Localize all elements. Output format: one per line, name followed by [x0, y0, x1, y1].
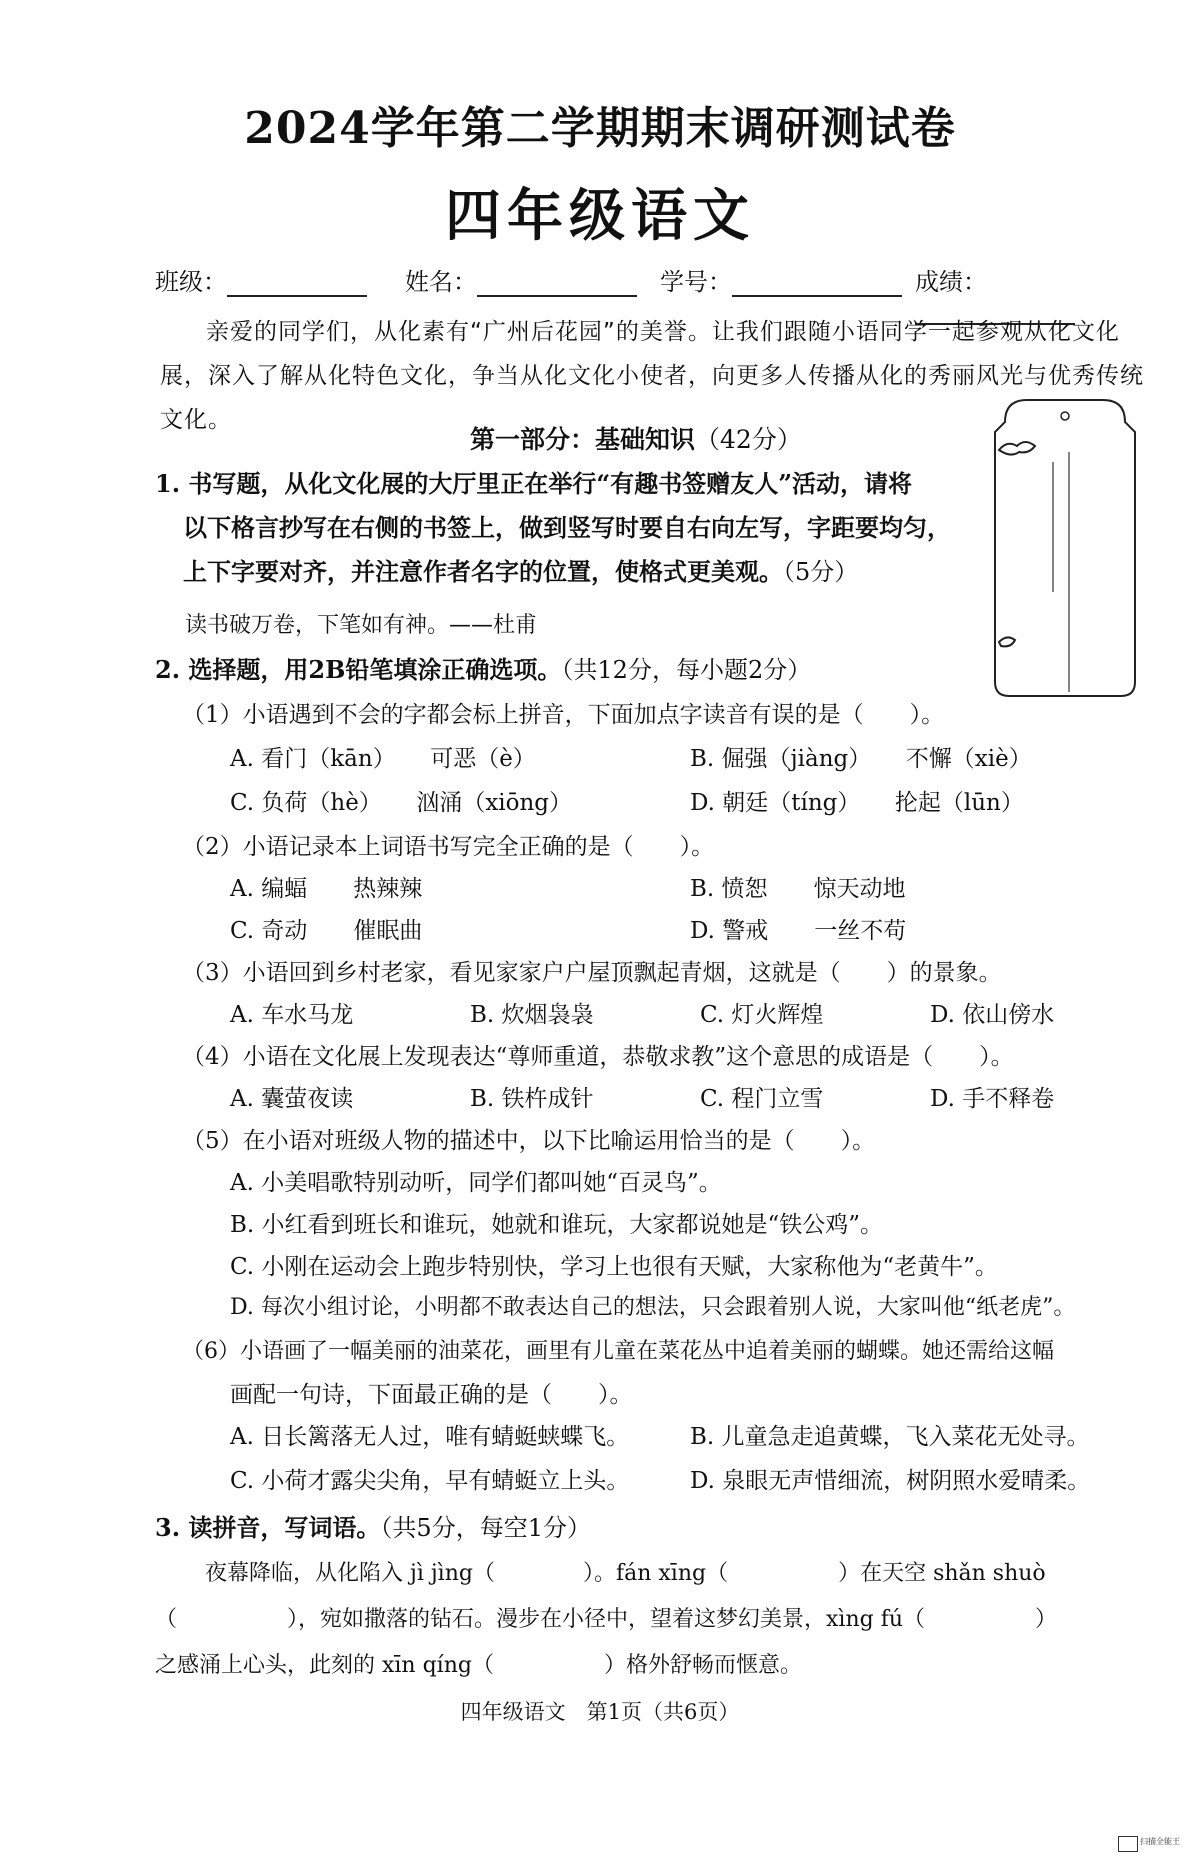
name-label: 姓名： — [405, 268, 477, 296]
intro-paragraph: 亲爱的同学们，从化素有“广州后花园”的美誉。让我们跟随小语同学一起参观从化文化展，深入了解从化特色文化，争当从化文化小使者，向更多人传播从化的秀丽风光与优秀传统文化。 — [160, 319, 1144, 433]
q2-sub5-option-d[interactable]: D. 每次小组讨论，小明都不敢表达自己的想法，只会跟着别人说，大家叫他“纸老虎”。 — [230, 1295, 1076, 1320]
q2-sub4-option-c[interactable]: C. 程门立雪 — [700, 1086, 824, 1112]
q2-sub6-stem-line2: 画配一句诗，下面最正确的是（ ）。 — [230, 1382, 633, 1408]
scanner-qr-icon — [1118, 1836, 1138, 1852]
subject-title: 四年级语文 — [445, 183, 755, 249]
question-2-heading — [155, 650, 811, 685]
q2-sub5-option-c[interactable]: C. 小刚在运动会上跑步特别快，学习上也很有天赋，大家称他为“老黄牛”。 — [230, 1254, 998, 1280]
score-label: 成绩： — [915, 268, 987, 296]
question-3-heading — [155, 1508, 591, 1543]
q3-points: （共5分，每空1分） — [380, 1514, 591, 1542]
q2-sub2-option-d[interactable]: D. 警戒 一丝不苟 — [690, 918, 907, 944]
q1-line3: 上下字要对齐，并注意作者名字的位置，使格式更美观。 — [183, 557, 783, 586]
q2-sub6-option-c[interactable]: C. 小荷才露尖尖角，早有蜻蜓立上头。 — [230, 1468, 630, 1494]
part1-title: 第一部分：基础知识 — [470, 425, 696, 454]
q2-sub6-option-b[interactable]: B. 儿童急走追黄蝶，飞入菜花无处寻。 — [690, 1424, 1090, 1450]
q2-sub5-option-b[interactable]: B. 小红看到班长和谁玩，她就和谁玩，大家都说她是“铁公鸡”。 — [230, 1212, 884, 1238]
q3-line2: （ ），宛如撒落的钻石。漫步在小径中，望着这梦幻美景，xìng fú（ ） — [155, 1607, 1058, 1632]
q2-sub4-stem: （4）小语在文化展上发现表达“尊师重道，恭敬求教”这个意思的成语是（ ）。 — [182, 1044, 1014, 1070]
exam-title: 2024学年第二学期期末调研测试卷 — [244, 103, 956, 154]
id-blank[interactable] — [732, 273, 902, 297]
q2-sub2-option-b[interactable]: B. 愤恕 惊天动地 — [690, 876, 906, 902]
q2-sub5-option-a[interactable]: A. 小美唱歌特别动听，同学们都叫她“百灵鸟”。 — [230, 1170, 722, 1196]
q2-sub4-option-b[interactable]: B. 铁杵成针 — [470, 1086, 594, 1112]
q2-points: （共12分，每小题2分） — [561, 656, 812, 684]
q2-sub3-option-c[interactable]: C. 灯火辉煌 — [700, 1002, 824, 1028]
class-blank[interactable] — [227, 273, 367, 297]
q2-sub2-option-a[interactable]: A. 编蝠 热辣辣 — [230, 876, 423, 902]
student-info-row — [155, 262, 1145, 296]
q2-sub2-stem: （2）小语记录本上词语书写完全正确的是（ ）。 — [182, 834, 715, 860]
q2-sub6-option-d[interactable]: D. 泉眼无声惜细流，树阴照水爱晴柔。 — [690, 1468, 1091, 1494]
q2-sub5-stem: （5）在小语对班级人物的描述中，以下比喻运用恰当的是（ ）。 — [182, 1128, 876, 1154]
q1-quote: 读书破万卷，下笔如有神。——杜甫 — [185, 613, 538, 638]
bookmark-drawing[interactable] — [985, 392, 1145, 702]
q2-sub6-option-a[interactable]: A. 日长篱落无人过，唯有蜻蜓蛱蝶飞。 — [230, 1424, 630, 1450]
q3-head-text: 3. 读拼音，写词语。 — [155, 1513, 381, 1542]
q1-points: （5分） — [783, 558, 859, 586]
q2-head-text: 2. 选择题，用2B铅笔填涂正确选项。 — [155, 655, 562, 684]
q2-sub1-option-b[interactable]: B. 倔强（jiàng） 不懈（xiè） — [690, 746, 1032, 772]
q2-sub3-option-a[interactable]: A. 车水马龙 — [230, 1002, 354, 1028]
part1-heading — [470, 420, 802, 456]
q2-sub1-option-c[interactable]: C. 负荷（hè） 汹涌（xiōng） — [230, 790, 573, 816]
q2-sub3-option-b[interactable]: B. 炊烟袅袅 — [470, 1002, 594, 1028]
q3-line3: 之感涌上心头，此刻的 xīn qíng（ ）格外舒畅而惬意。 — [155, 1653, 802, 1678]
q2-sub1-option-a[interactable]: A. 看门（kān） 可恶（è） — [230, 746, 536, 772]
name-field[interactable] — [405, 262, 637, 297]
name-blank[interactable] — [477, 273, 637, 297]
q3-line1: 夜幕降临，从化陷入 jì jìng（ ）。fán xīng（ ）在天空 shǎn shuò — [205, 1561, 1046, 1586]
id-label: 学号： — [660, 268, 732, 296]
q2-sub4-option-d[interactable]: D. 手不释卷 — [930, 1086, 1055, 1112]
q2-sub1-option-d[interactable]: D. 朝廷（tíng） 抡起（lūn） — [690, 790, 1024, 816]
q2-sub3-stem: （3）小语回到乡村老家，看见家家户户屋顶飘起青烟，这就是（ ）的景象。 — [182, 960, 1002, 986]
class-label: 班级： — [155, 268, 227, 296]
part1-points: （42分） — [695, 425, 802, 454]
question-1 — [155, 462, 955, 594]
q1-line2: 以下格言抄写在右侧的书签上，做到竖写时要自右向左写，字距要均匀， — [183, 513, 951, 542]
class-field[interactable] — [155, 262, 367, 297]
q2-sub1-stem: （1）小语遇到不会的字都会标上拼音，下面加点字读音有误的是（ ）。 — [182, 702, 945, 728]
page-footer: 四年级语文 第1页（共6页） — [460, 1700, 740, 1724]
q1-line3-wrap — [155, 550, 955, 594]
q1-line1: 1. 书写题，从化文化展的大厅里正在举行“有趣书签赠友人”活动，请将 — [155, 469, 913, 498]
q2-sub6-stem-line1: （6）小语画了一幅美丽的油菜花，画里有儿童在菜花丛中追着美丽的蝴蝶。她还需给这幅 — [182, 1339, 1055, 1364]
scanner-watermark: 扫描全能王 — [1140, 1837, 1180, 1846]
q2-sub3-option-d[interactable]: D. 依山傍水 — [930, 1002, 1055, 1028]
id-field[interactable] — [660, 262, 902, 297]
q2-sub4-option-a[interactable]: A. 囊萤夜读 — [230, 1086, 354, 1112]
q2-sub2-option-c[interactable]: C. 奇动 催眠曲 — [230, 918, 423, 944]
